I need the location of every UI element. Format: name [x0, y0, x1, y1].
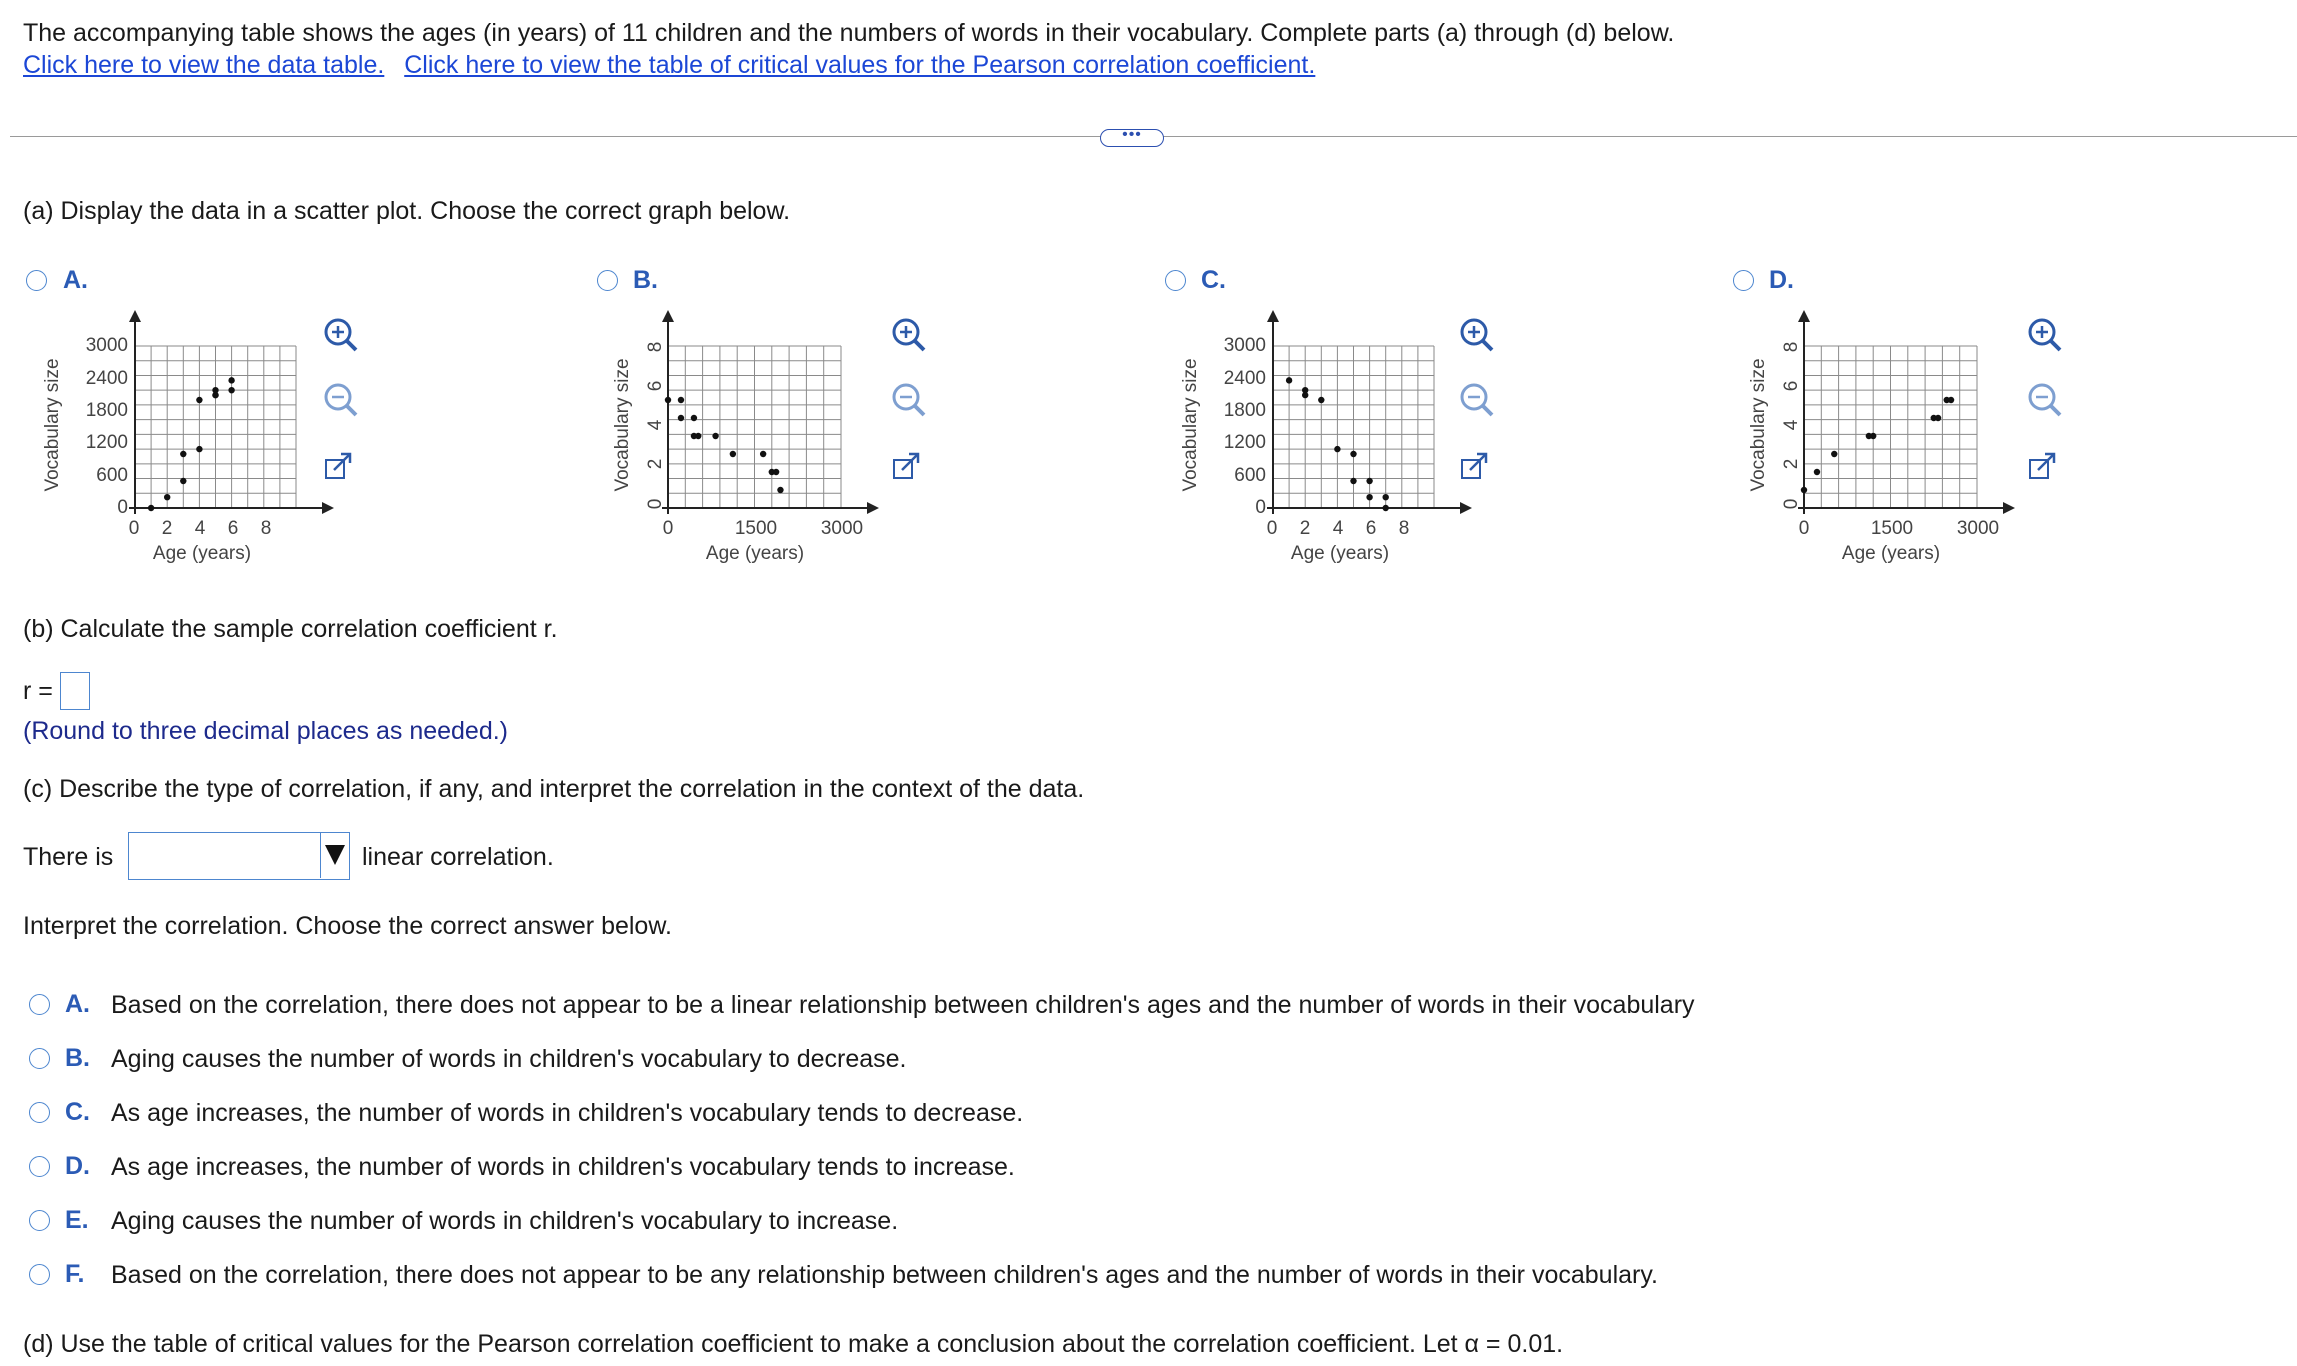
ytick: 1200: [1223, 432, 1266, 453]
scatter-point: [148, 505, 154, 511]
xtick: 0: [128, 518, 140, 539]
yticks: [1781, 342, 1802, 510]
yticks: [1224, 335, 1266, 518]
graph-c: [1168, 300, 1528, 585]
part-d-prompt: (d) Use the table of critical values for the Pearson correlation coefficient to make a conclusion about the correlation coefficient. Let α = 0.01.: [23, 1330, 1564, 1358]
ytick: 0: [1255, 497, 1266, 518]
xlabel: Age (years): [705, 543, 805, 564]
scatter-point: [1318, 397, 1324, 403]
ytick: 2400: [85, 368, 128, 389]
scatter-point: [228, 377, 234, 383]
scatter-point: [1286, 377, 1292, 383]
scatter-point: [228, 387, 234, 393]
graph-b: [600, 300, 960, 585]
ytick: 8: [1781, 341, 1802, 353]
xlabel: Age (years): [152, 543, 252, 564]
graph-option-d-radio[interactable]: [1733, 270, 1754, 291]
zoom-out-button[interactable]: [1462, 385, 1492, 415]
answer-e-letter: E.: [65, 1206, 89, 1234]
dropdown-arrow[interactable]: [320, 833, 349, 878]
r-input[interactable]: [60, 672, 90, 710]
xtick: 3000: [1956, 518, 2000, 539]
ytick: 3000: [85, 335, 128, 356]
scatter-point: [1366, 494, 1372, 500]
answer-e-text: Aging causes the number of words in children's vocabulary to increase.: [111, 1207, 899, 1235]
more-button[interactable]: •••: [1100, 129, 1164, 147]
graph-d-svg: [1736, 300, 2096, 580]
intro-text: The accompanying table shows the ages (in years) of 11 children and the numbers of words in their vocabulary. Complete parts (a) through (d) below.: [23, 19, 1675, 47]
answer-c-text: As age increases, the number of words in children's vocabulary tends to decrease.: [111, 1099, 1024, 1127]
yticks: [645, 342, 666, 510]
xticks: [1267, 518, 1410, 539]
pop-out-button[interactable]: [1462, 454, 1486, 478]
xlabel: Age (years): [1841, 543, 1941, 564]
scatter-point: [1814, 469, 1820, 475]
part-b-prompt: (b) Calculate the sample correlation coefficient r.: [23, 615, 558, 643]
xtick: 1500: [734, 518, 778, 539]
ylabel: Vocabulary size: [1180, 358, 1201, 492]
ytick: 600: [1234, 465, 1266, 486]
xtick: 1500: [1870, 518, 1914, 539]
ytick: 2400: [1223, 368, 1266, 389]
graph-option-a-radio[interactable]: [26, 270, 47, 291]
axes: [1798, 310, 2015, 514]
y-axis-arrow: [662, 310, 674, 322]
critical-values-link[interactable]: Click here to view the table of critical values for the Pearson correlation coefficient.: [404, 51, 1316, 79]
xtick: 3000: [820, 518, 864, 539]
graph-c-svg: [1168, 300, 1528, 580]
answer-b-radio[interactable]: [29, 1048, 50, 1069]
scatter-point: [760, 451, 766, 457]
ytick: 2: [645, 458, 666, 470]
graph-a-svg: [30, 300, 390, 580]
scatter-point: [777, 487, 783, 493]
scatter-point: [180, 451, 186, 457]
graph-a: [30, 300, 390, 585]
ytick: 6: [645, 380, 666, 392]
ytick: 2: [1781, 458, 1802, 470]
interpret-prompt: Interpret the correlation. Choose the correct answer below.: [23, 912, 672, 940]
grid: [135, 346, 296, 508]
linear-correlation-label: linear correlation.: [362, 843, 554, 871]
xticks: [129, 518, 272, 539]
scatter-point: [691, 415, 697, 421]
xlabel: Age (years): [1290, 543, 1390, 564]
xtick: 4: [1332, 518, 1344, 539]
scatter-point: [212, 387, 218, 393]
pop-out-button[interactable]: [894, 454, 918, 478]
xtick: 4: [194, 518, 206, 539]
xtick: 2: [161, 518, 173, 539]
scatter-point: [1935, 415, 1941, 421]
scatter-point: [1350, 451, 1356, 457]
axes: [662, 310, 879, 514]
graph-option-a-letter: A.: [63, 266, 88, 294]
ylabel: Vocabulary size: [1748, 358, 1769, 492]
correlation-type-dropdown[interactable]: [128, 832, 350, 880]
triangle-down-icon: [321, 833, 349, 878]
answer-c-radio[interactable]: [29, 1102, 50, 1123]
x-axis-arrow: [2003, 502, 2015, 514]
scatter-point: [678, 415, 684, 421]
scatter-point: [1366, 478, 1372, 484]
scatter-point: [712, 433, 718, 439]
ytick: 4: [645, 419, 666, 431]
scatter-point: [1948, 397, 1954, 403]
xtick: 6: [1365, 518, 1377, 539]
scatter-point: [678, 397, 684, 403]
there-is-label: There is: [23, 843, 114, 871]
xtick: 8: [260, 518, 272, 539]
ytick: 1200: [85, 432, 128, 453]
zoom-in-button[interactable]: [326, 320, 356, 350]
ytick: 6: [1781, 380, 1802, 392]
ytick: 3000: [1223, 335, 1266, 356]
xtick: 0: [1798, 518, 1810, 539]
y-axis-arrow: [1267, 310, 1279, 322]
zoom-out-button[interactable]: [2030, 385, 2060, 415]
scatter-point: [665, 397, 671, 403]
ytick: 4: [1781, 419, 1802, 431]
round-hint: (Round to three decimal places as needed.): [23, 717, 509, 745]
graph-b-svg: [600, 300, 960, 580]
answer-a-letter: A.: [65, 990, 90, 1018]
answer-a-text: Based on the correlation, there does not appear to be a linear relationship between children's ages and the number of words in their vocabulary: [111, 991, 1695, 1019]
scatter-point: [1302, 392, 1308, 398]
ytick: 1800: [1223, 400, 1266, 421]
graph-option-c-letter: C.: [1201, 266, 1226, 294]
scatter-point: [1870, 433, 1876, 439]
xtick: 6: [227, 518, 239, 539]
scatter-point: [180, 478, 186, 484]
points: [148, 377, 235, 511]
ylabel: Vocabulary size: [42, 358, 63, 492]
scatter-point: [1334, 446, 1340, 452]
ytick: 8: [645, 341, 666, 353]
intro-links: [23, 50, 1315, 80]
answer-d-text: As age increases, the number of words in children's vocabulary tends to increase.: [111, 1153, 1015, 1181]
answer-d-letter: D.: [65, 1152, 90, 1180]
answer-f-letter: F.: [65, 1260, 85, 1288]
part-a-prompt: (a) Display the data in a scatter plot. Choose the correct graph below.: [23, 197, 791, 225]
answer-d-radio[interactable]: [29, 1156, 50, 1177]
zoom-in-button[interactable]: [1462, 320, 1492, 350]
graph-option-b-letter: B.: [633, 266, 658, 294]
pop-out-button[interactable]: [2030, 454, 2054, 478]
r-label: r =: [23, 677, 53, 705]
answer-f-text: Based on the correlation, there does not appear to be any relationship between children's ages and the number of words in their vocabulary.: [111, 1261, 1658, 1289]
pop-out-button[interactable]: [326, 454, 350, 478]
scatter-point: [196, 397, 202, 403]
xticks: [1799, 518, 1999, 539]
graph-option-d-letter: D.: [1769, 266, 1794, 294]
xticks: [663, 518, 863, 539]
grid: [668, 346, 841, 508]
data-table-link[interactable]: Click here to view the data table.: [23, 51, 385, 79]
scatter-point: [1801, 487, 1807, 493]
x-axis-arrow: [1460, 502, 1472, 514]
scatter-point: [1831, 451, 1837, 457]
ytick: 0: [1781, 498, 1802, 510]
y-axis-arrow: [1798, 310, 1810, 322]
scatter-point: [164, 494, 170, 500]
scatter-point: [1350, 478, 1356, 484]
ytick: 1800: [85, 400, 128, 421]
x-axis-arrow: [867, 502, 879, 514]
xtick: 8: [1398, 518, 1410, 539]
graph-option-b-radio[interactable]: [597, 270, 618, 291]
scatter-point: [1383, 494, 1389, 500]
graph-option-c-radio[interactable]: [1165, 270, 1186, 291]
zoom-in-button[interactable]: [2030, 320, 2060, 350]
scatter-point: [196, 446, 202, 452]
yticks: [86, 335, 128, 518]
scatter-point: [1383, 505, 1389, 511]
answer-f-radio[interactable]: [29, 1264, 50, 1285]
ylabel: Vocabulary size: [612, 358, 633, 492]
answer-b-letter: B.: [65, 1044, 90, 1072]
graph-d: [1736, 300, 2096, 585]
answer-c-letter: C.: [65, 1098, 90, 1126]
scatter-point: [695, 433, 701, 439]
ytick: 0: [645, 498, 666, 510]
answer-b-text: Aging causes the number of words in children's vocabulary to decrease.: [111, 1045, 907, 1073]
scatter-point: [773, 469, 779, 475]
answer-a-radio[interactable]: [29, 994, 50, 1015]
ytick: 0: [117, 497, 128, 518]
zoom-out-button[interactable]: [894, 385, 924, 415]
xtick: 0: [662, 518, 674, 539]
zoom-out-button[interactable]: [326, 385, 356, 415]
x-axis-arrow: [322, 502, 334, 514]
y-axis-arrow: [129, 310, 141, 322]
xtick: 0: [1266, 518, 1278, 539]
grid: [1804, 346, 1977, 508]
ytick: 600: [96, 465, 128, 486]
part-c-prompt: (c) Describe the type of correlation, if any, and interpret the correlation in the context of the data.: [23, 775, 1085, 803]
answer-e-radio[interactable]: [29, 1210, 50, 1231]
scatter-point: [730, 451, 736, 457]
xtick: 2: [1299, 518, 1311, 539]
zoom-in-button[interactable]: [894, 320, 924, 350]
